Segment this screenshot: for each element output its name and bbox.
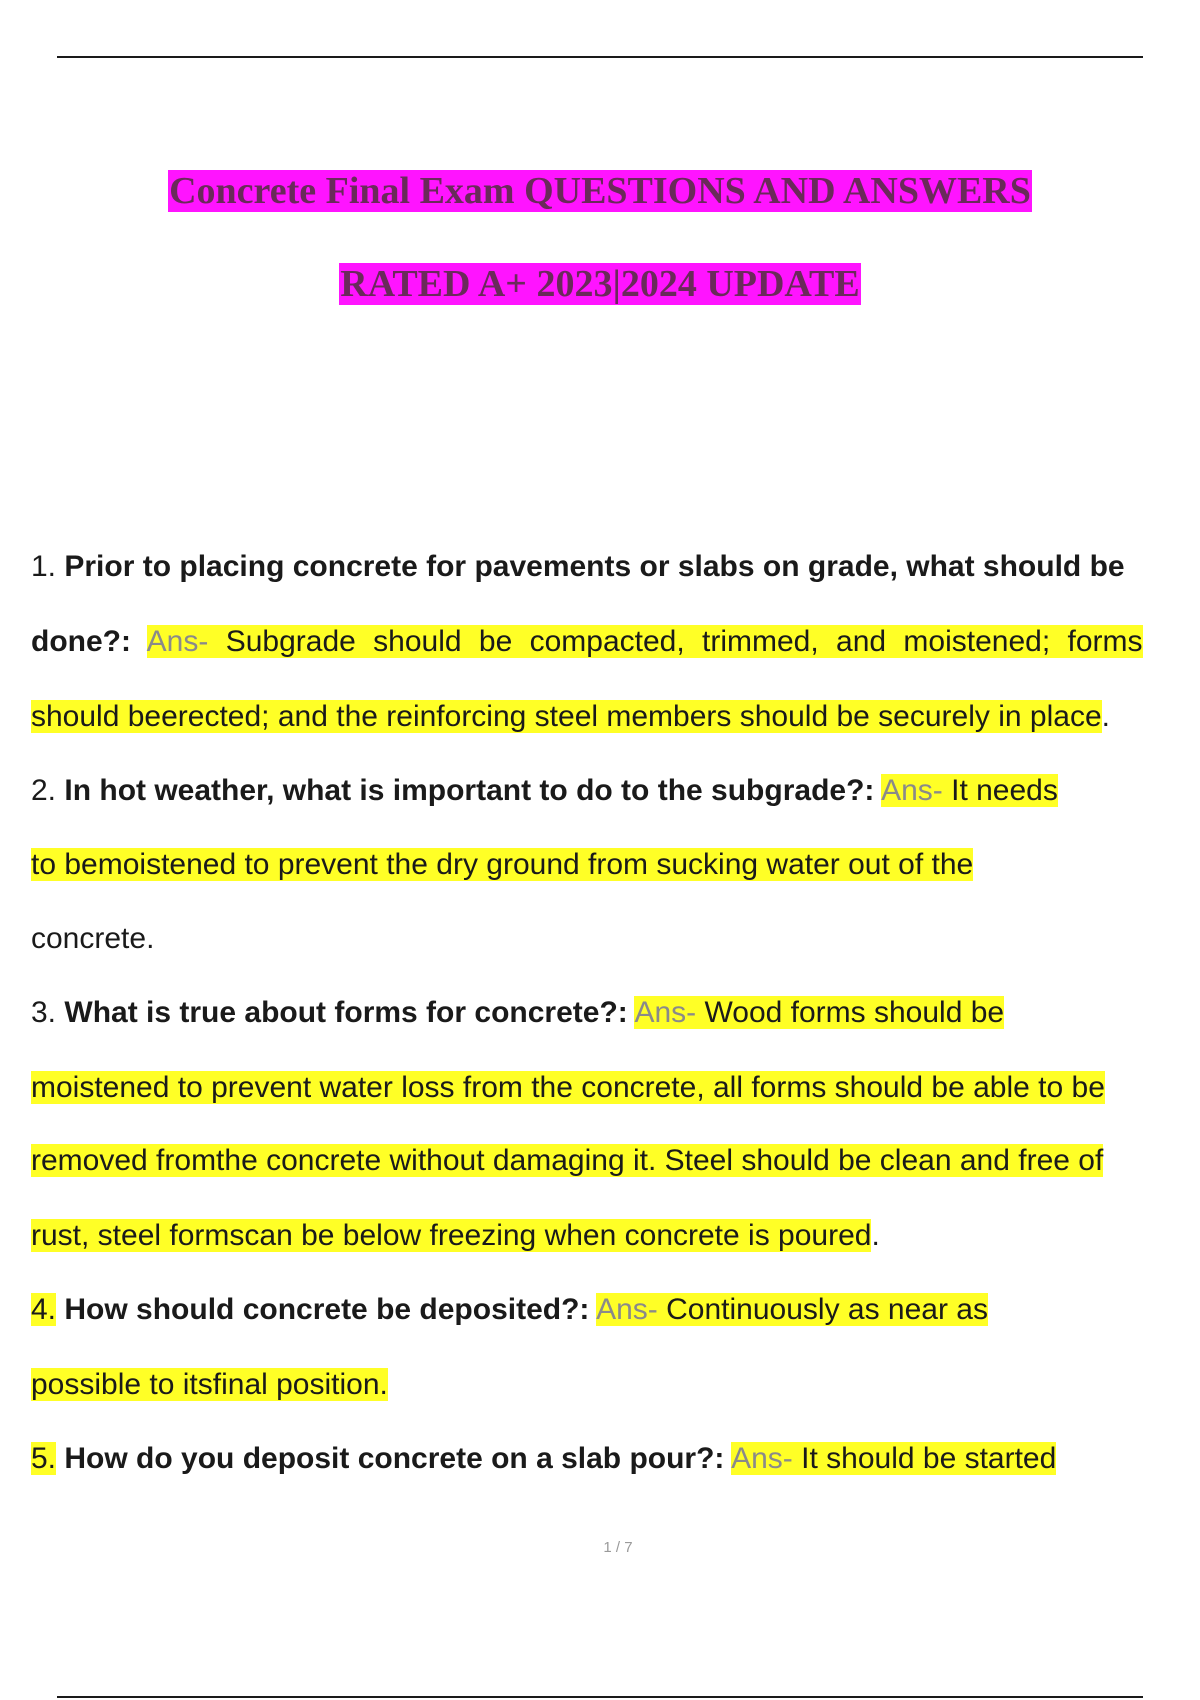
answer-highlight — [596, 1293, 988, 1326]
question-text: How do you deposit concrete on a slab pour?: — [64, 1442, 725, 1475]
answer-text: moistened to prevent water loss from the concrete, all forms should be able to be — [31, 1071, 1105, 1104]
question-number: 5. — [31, 1442, 57, 1475]
answer-text: Subgrade should be compacted, trimmed, and moistened; forms — [225, 625, 1143, 658]
question-number: 3. — [31, 996, 57, 1029]
question-text: How should concrete be deposited?: — [64, 1293, 590, 1326]
answer-label: Ans- — [146, 625, 209, 658]
question-number: 4. — [31, 1293, 57, 1326]
answer-text: rust, steel formscan be below freezing when concrete is poured — [31, 1219, 872, 1252]
question-text: In hot weather, what is important to do to the subgrade?: — [64, 774, 875, 807]
answer-text: to bemoistened to prevent the dry ground from sucking water out of the — [31, 848, 974, 881]
question-2-line-1 — [31, 772, 1058, 810]
page-number: 1 / 7 — [603, 1539, 633, 1556]
question-5-line-1 — [31, 1440, 1056, 1478]
answer-trailing: . — [871, 1219, 880, 1252]
question-3-line-4 — [31, 1217, 880, 1255]
answer-text: It should be started — [801, 1442, 1057, 1475]
question-1-line-2 — [31, 623, 1200, 661]
answer-label: Ans- — [596, 1293, 658, 1326]
question-text: Prior to placing concrete for pavements or slabs on grade, what should be — [64, 550, 1125, 583]
question-3-line-2 — [31, 1069, 1105, 1107]
answer-label: Ans- — [634, 996, 697, 1029]
answer-highlight — [731, 1442, 1056, 1475]
question-2-line-3 — [31, 920, 154, 958]
header-rule — [57, 56, 1143, 58]
question-4-line-2 — [31, 1366, 388, 1404]
footer-rule — [57, 1696, 1143, 1698]
answer-text: should beerected; and the reinforcing steel members should be securely in place — [31, 700, 1102, 733]
answer-highlight — [634, 996, 1004, 1029]
question-number: 1. — [31, 550, 57, 583]
question-text: done?: — [31, 625, 131, 658]
question-4-line-1 — [31, 1291, 988, 1329]
answer-highlight — [881, 774, 1058, 807]
answer-trailing: . — [1101, 700, 1110, 733]
answer-text: possible to itsfinal position. — [31, 1368, 388, 1401]
document-title-line-2: RATED A+ 2023|2024 UPDATE — [340, 263, 860, 305]
question-number: 2. — [31, 774, 57, 807]
question-3-line-3 — [31, 1142, 1103, 1180]
document-title-line-1: Concrete Final Exam QUESTIONS AND ANSWERS — [169, 170, 1031, 212]
question-1-line-3 — [31, 698, 1110, 736]
answer-text: It needs — [951, 774, 1058, 807]
answer-trailing: concrete. — [31, 922, 155, 955]
question-3-line-1 — [31, 994, 1004, 1032]
answer-highlight — [147, 625, 1143, 658]
question-2-line-2 — [31, 846, 973, 884]
question-1-line-1 — [31, 548, 1125, 586]
answer-text: removed fromthe concrete without damaging it. Steel should be clean and free of — [31, 1144, 1104, 1177]
answer-text: Continuously as near as — [666, 1293, 988, 1326]
answer-label: Ans- — [881, 774, 943, 807]
question-text: What is true about forms for concrete?: — [64, 996, 628, 1029]
answer-label: Ans- — [731, 1442, 793, 1475]
answer-text: Wood forms should be — [704, 996, 1005, 1029]
